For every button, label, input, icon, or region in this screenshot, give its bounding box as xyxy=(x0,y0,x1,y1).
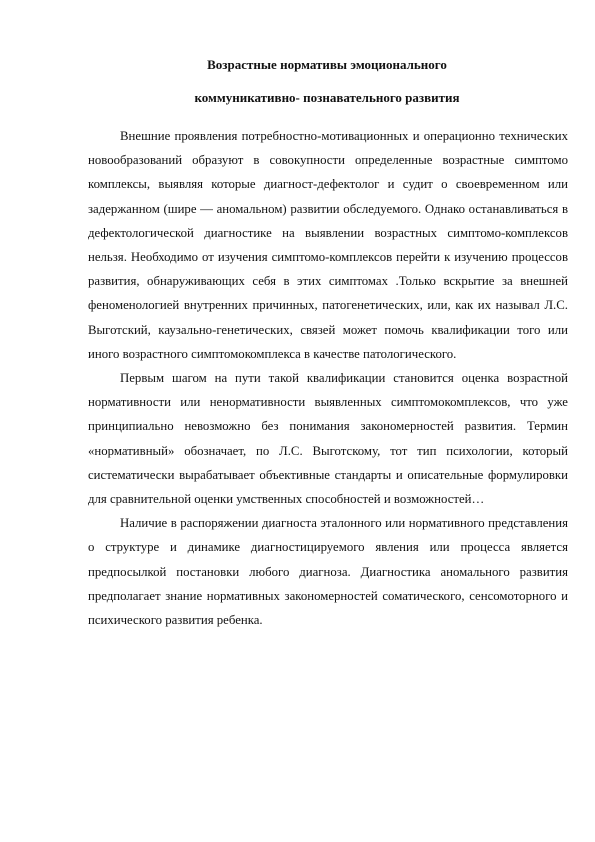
document-title-line-2: коммуникативно- познавательного развития xyxy=(194,90,460,105)
document-body xyxy=(88,124,568,632)
paragraph-1: Внешние проявления потребностно-мотивационных и операционно технических новообразований образуют в совокупности определенные возрастные симптомо комплексы, выявляя которые диагност-дефектолог и судит о своевременном или задержанном (шире — аномальном) развитии обследуемого. Однако останавливаться в дефектологической диагностике на выявлении возрастных симптомо-комплексов нельзя. Необходимо от изучения симптомо-комплексов перейти к изучению процессов развития, обнаруживающих себя в этих симптомах .Только вскрытие за внешней феноменологией внутренних причинных, патогенетических, или, как их называл Л.С. Выготский, каузально-генетических, связей может помочь квалификации того или иного возрастного симптомокомплекса в качестве патологического. xyxy=(88,129,568,361)
paragraph-3: Наличие в распоряжении диагноста эталонного или нормативного представления о структуре и динамике диагностицируемого явления или процесса является предпосылкой постановки любого диагноза. Диагностика аномального развития предполагает знание нормативных закономерностей соматического, сенсомоторного и психического развития ребенка. xyxy=(88,516,568,628)
paragraph-2: Первым шагом на пути такой квалификации становится оценка возрастной нормативности или ненормативности выявленных симптомокомплексов, что уже принципиально невозможно без понимания закономерностей развития. Термин «нормативный» обозначает, по Л.С. Выготскому, тот тип психологии, который систематически вырабатывает объективные стандарты и описательные формулировки для сравнительной оценки умственных способностей и возможностей… xyxy=(88,371,568,507)
document-title-line-1: Возрастные нормативы эмоционального xyxy=(207,57,447,72)
